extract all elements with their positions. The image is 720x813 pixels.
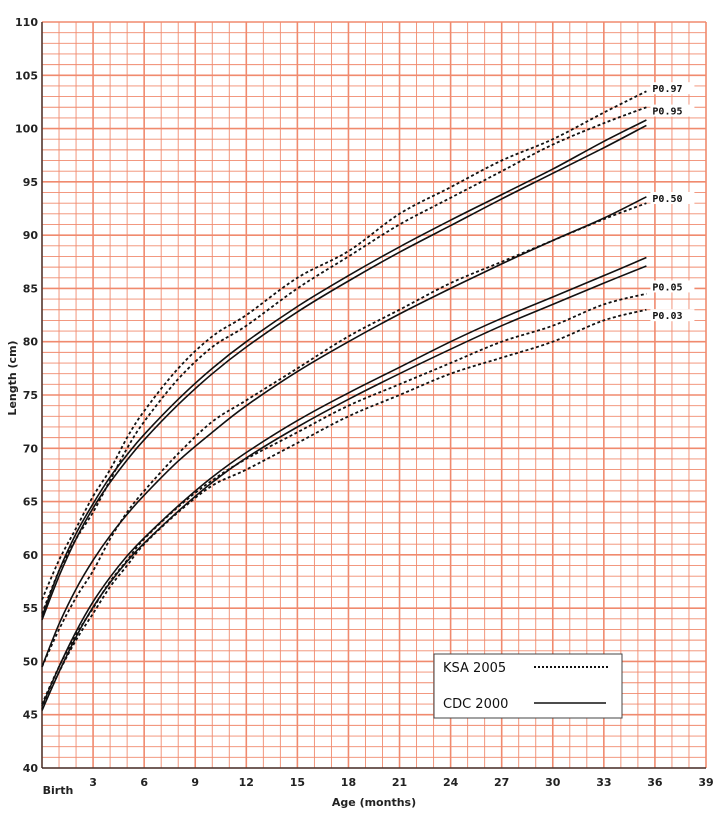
percentile-label: P0.97 [652,84,683,96]
x-axis-title: Age (months) [331,796,417,809]
x-tick-label: 6 [140,776,148,789]
x-tick-label: 9 [191,776,200,789]
x-tick-label: 39 [698,776,714,789]
y-tick-label: 75 [22,389,38,402]
x-tick-label: 33 [596,776,612,789]
y-tick-label: 45 [22,708,38,722]
x-tick-label: 24 [442,776,459,789]
y-tick-label: 100 [15,122,38,136]
y-tick-label: 105 [15,69,38,83]
y-tick-label: 95 [22,175,38,189]
percentile-label: P0.03 [652,311,683,323]
y-tick-label: 65 [22,495,38,509]
y-tick-label: 60 [22,548,38,562]
x-tick-label: 21 [391,776,408,789]
x-tick-label: 3 [89,776,97,789]
y-tick-label: 40 [22,762,38,775]
legend [434,654,622,718]
y-tick-label: 110 [15,16,38,29]
y-tick-label: 85 [22,282,38,296]
legend-label-ksa: KSA 2005 [443,661,507,676]
y-axis-title: Length (cm) [6,340,19,416]
y-tick-label: 50 [22,655,38,669]
y-tick-label: 55 [22,602,38,616]
x-tick-label: 15 [289,776,306,789]
y-tick-label: 90 [22,229,38,243]
percentile-label: P0.05 [652,282,683,294]
y-tick-label: 80 [22,335,38,349]
percentile-label: P0.50 [652,193,683,205]
x-tick-label: 36 [647,776,663,789]
x-tick-label: 30 [545,776,561,789]
y-tick-label: 70 [22,442,38,456]
legend-label-cdc: CDC 2000 [443,697,509,712]
x-tick-label: Birth [42,784,74,797]
percentile-label: P0.95 [652,106,683,118]
x-tick-label: 12 [238,776,254,789]
x-tick-label: 18 [340,776,357,789]
x-tick-label: 27 [494,776,510,789]
